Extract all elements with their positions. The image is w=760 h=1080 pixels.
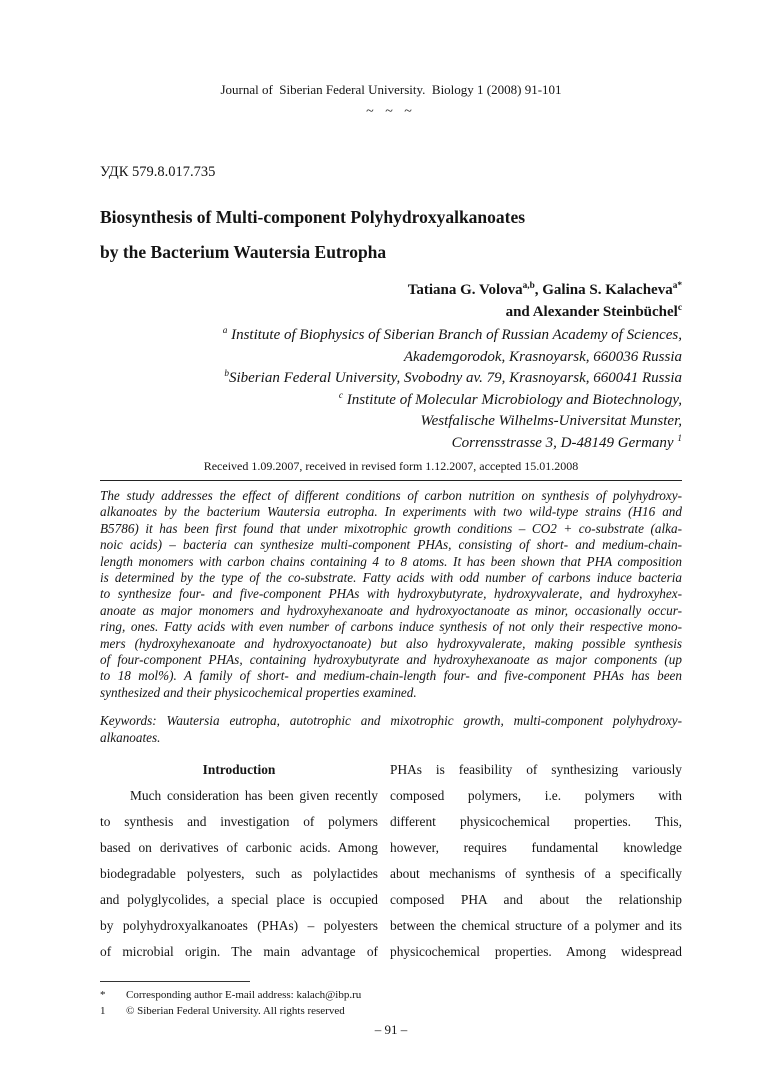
affiliation-text: Akademgorodok, Krasnoyarsk, 660036 Russia (403, 348, 682, 365)
text-line: and polyglycolides, a special place is occupied (100, 892, 378, 907)
affiliation-line-3 (100, 368, 682, 390)
text-line: length monomers with carbon chains containing 4 to 8 atoms. It has been shown that PHA composition (100, 553, 682, 569)
text-line: based on derivatives of carbonic acids. Among (100, 840, 378, 855)
author-affiliation-sup-1: a,b (522, 281, 535, 291)
text-line: of four-component PHAs, containing hydroxybutyrate and hydroxyhexanoate as major components (up (100, 652, 682, 668)
article-title-line-2: by the Bacterium Wautersia Eutropha (100, 242, 387, 262)
footnote-corresponding-author (100, 988, 682, 1004)
footnote-marker-asterisk: * (100, 989, 106, 1001)
text-line: physicochemical properties. Among widespread (390, 944, 682, 959)
abstract-divider (100, 480, 682, 481)
text-line: ring, ones. Fatty acids with even number of carbons induce synthesis of not only their respective mono- (100, 619, 682, 635)
affiliation-line-4 (100, 390, 682, 412)
text-line: however, requires fundamental knowledge (390, 840, 682, 855)
text-line: anoate as major monomers and hydroxyhexanoate and hydroxyoctanoate as minor, occasionally occur- (100, 602, 682, 618)
author-affiliation-sup-3: c (677, 303, 682, 313)
received-dates: Received 1.09.2007, received in revised form 1.12.2007, accepted 15.01.2008 (203, 459, 579, 473)
author-name-3: Alexander Steinbüchel (532, 304, 678, 320)
column-left (100, 757, 378, 965)
text-line: The study addresses the effect of different conditions of carbon nutrition on synthesis of polyhydroxy- (100, 488, 682, 503)
footnote-copyright (100, 1004, 682, 1020)
text-line: B5786) it has been first found that under mixotrophic growth conditions – CO2 + co-substrate (alka- (100, 520, 682, 536)
keywords (100, 712, 682, 746)
footnote-text: © Siberian Federal University. All rights reserved (126, 1004, 345, 1017)
text-line: PHAs is feasibility of synthesizing variously (390, 762, 682, 777)
article-title-line-1: Biosynthesis of Multi-component Polyhydroxyalkanoates (100, 207, 526, 227)
affiliation-sup-b: b (224, 369, 229, 379)
abstract (100, 488, 682, 701)
column-right (390, 757, 682, 965)
text-line: alkanoates. (100, 730, 161, 745)
affiliation-line-1 (100, 325, 682, 347)
text-line: biodegradable polyesters, such as polylactides (100, 866, 378, 881)
text-line: by polyhydroxyalkanoates (PHAs) – polyesters (100, 918, 378, 933)
text-line: to synthesize four- and five-component PHAs with hydroxybutyrate, hydroxyvalerate, and hydroxyhex- (100, 586, 682, 602)
authors-line-1 (100, 279, 682, 301)
affiliation-text: Siberian Federal University, Svobodny av. 79, Krasnoyarsk, 660041 Russia (228, 370, 682, 386)
author-prefix: and (505, 304, 533, 320)
affiliation-text: Institute of Molecular Microbiology and Biotechnology, (343, 391, 682, 408)
header-ornament: ~ ~ ~ (366, 104, 416, 119)
affiliation-text: Westfalische Wilhelms-Universitat Munster, (420, 413, 682, 429)
text-line: composed polymers, i.e. polymers with (390, 788, 682, 803)
affiliation-line-5 (100, 411, 682, 433)
text-line: of microbial origin. The main advantage of (100, 944, 378, 959)
text-line: Keywords: Wautersia eutropha, autotrophic and mixotrophic growth, multi-component polyhydroxy- (100, 713, 682, 728)
text-line: to synthesis and investigation of polymers (100, 814, 378, 829)
affiliation-text: Institute of Biophysics of Siberian Branch of Russian Academy of Sciences, (227, 327, 682, 343)
authors-line-2 (100, 301, 682, 323)
introduction-heading: Introduction (202, 762, 276, 777)
author-affiliation-sup-2: a* (672, 281, 682, 291)
footnotes (100, 988, 682, 1019)
footnote-divider (100, 981, 250, 982)
text-line: between the chemical structure of a polymer and its (390, 918, 682, 933)
text-line: noic acids) – bacteria can synthesize multi-component PHAs, consisting of short- and medium-chain- (100, 537, 682, 553)
affiliation-line-2 (100, 347, 682, 369)
column-left-text (100, 783, 378, 965)
footnote-marker-1: 1 (100, 1004, 106, 1017)
text-line: alkanoates by the bacterium Wautersia eutropha. In experiments with two wild-type strains (H16 and (100, 504, 682, 520)
affiliation-footnote-sup-1: 1 (677, 433, 682, 444)
text-line: about mechanisms of synthesis of a specifically (390, 866, 682, 881)
text-line: mers (hydroxyhexanoate and hydroxyoctanoate) but also hydroxyvalerate, making possible synthesis (100, 635, 682, 651)
udk-code: УДК 579.8.017.735 (100, 164, 216, 180)
journal-header: Journal of Siberian Federal University. Biology 1 (2008) 91-101 (220, 82, 562, 97)
article-title (100, 200, 682, 270)
author-name-2: Galina S. Kalacheva (542, 282, 673, 298)
text-line: to 18 mol%). A family of short- and medium-chain-length four- and five-component PHAs has been (100, 668, 682, 684)
text-line: Much consideration has been given recently (130, 788, 378, 803)
author-separator: , (534, 282, 543, 298)
column-right-text (390, 757, 682, 965)
page-number: – 91 – (374, 1022, 408, 1037)
footnote-text: Corresponding author E-mail address: kalach@ibp.ru (126, 989, 362, 1001)
text-line: different physicochemical properties. This, (390, 814, 682, 829)
authors (100, 279, 682, 323)
affiliation-line-6 (100, 433, 682, 455)
text-line: synthesized and their physicochemical properties examined. (100, 684, 417, 700)
text-line: is determined by the type of the co-substrate. Fatty acids with odd number of carbons induce bacteria (100, 570, 682, 586)
affiliation-text: Corrensstrasse 3, D-48149 Germany (451, 434, 678, 451)
author-name-1: Tatiana G. Volova (407, 282, 523, 298)
affiliations (100, 325, 682, 454)
text-line: composed PHA and about the relationship (390, 892, 682, 907)
affiliation-sup-c: c (338, 390, 344, 401)
affiliation-sup-a: a (222, 326, 228, 336)
